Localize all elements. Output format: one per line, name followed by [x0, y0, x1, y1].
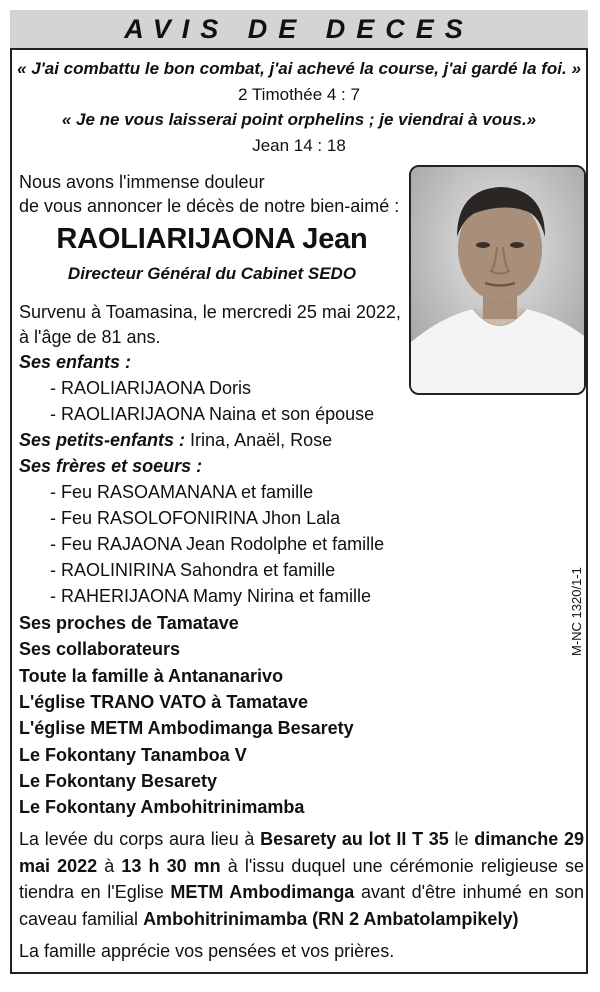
mourner-item: Le Fokontany Ambohitrinimamba [19, 797, 305, 817]
siblings-label: Ses frères et soeurs : [19, 456, 203, 476]
sibling-item: - Feu RASOLOFONIRINA Jhon Lala [50, 508, 341, 528]
mourner-item: Ses collaborateurs [19, 639, 181, 659]
death-info-line-1: Survenu à Toamasina, le mercredi 25 mai 2022, [19, 302, 401, 322]
sibling-item: - Feu RAJAONA Jean Rodolphe et famille [50, 534, 385, 554]
closing-line: La famille apprécie vos pensées et vos prières. [19, 941, 395, 961]
child-item: - RAOLIARIJAONA Naina et son épouse [50, 404, 375, 424]
mourner-item: L'église TRANO VATO à Tamatave [19, 692, 309, 712]
bible-quote-1: « J'ai combattu le bon combat, j'ai achevé la course, j'ai gardé la foi. » [17, 59, 581, 78]
bible-reference-1: 2 Timothée 4 : 7 [238, 85, 360, 104]
mourner-item: Le Fokontany Tanamboa V [19, 745, 247, 765]
header-banner [10, 10, 588, 50]
child-item: - RAOLIARIJAONA Doris [50, 378, 252, 398]
children-label: Ses enfants : [19, 352, 132, 372]
portrait-illustration [411, 167, 586, 395]
grandchildren-names: Irina, Anaël, Rose [185, 430, 333, 450]
sibling-item: - Feu RASOAMANANA et famille [50, 482, 314, 502]
mourner-item: Toute la famille à Antananarivo [19, 666, 284, 686]
grandchildren-label: Ses petits-enfants : [19, 430, 186, 450]
bible-quote-2: « Je ne vous laisserai point orphelins ; je viendrai à vous.» [61, 110, 537, 129]
mourner-item: Le Fokontany Besarety [19, 771, 218, 791]
death-info-line-2: à l'âge de 81 ans. [19, 327, 161, 347]
sibling-item: - RAOLINIRINA Sahondra et famille [50, 560, 336, 580]
intro-line-1: Nous avons l'immense douleur [19, 172, 265, 192]
ceremony-paragraph: La levée du corps aura lieu à Besarety au lot II T 35 le dimanche 29 mai 2022 à 13 h 30 mn à l'issu duquel une cérémonie religieuse se tiendra en l'Eglise METM Ambodimanga avant d'être inhumé en son caveau familial Ambohitrinimamba (RN 2 Ambatolampikely) [19, 829, 585, 929]
notice-title: AVIS DE DECES [124, 13, 474, 44]
deceased-name: RAOLIARIJAONA Jean [56, 223, 368, 255]
bible-reference-2: Jean 14 : 18 [252, 136, 346, 155]
grandchildren-line [19, 429, 332, 451]
deceased-photo [409, 165, 586, 395]
mourner-item: Ses proches de Tamatave [19, 613, 239, 633]
deceased-title: Directeur Général du Cabinet SEDO [67, 264, 357, 283]
reference-code: M-NC 1320/1-1 [569, 567, 584, 656]
intro-line-2: de vous annoncer le décès de notre bien-aimé : [19, 196, 400, 216]
mourner-item: L'église METM Ambodimanga Besarety [19, 718, 354, 738]
sibling-item: - RAHERIJAONA Mamy Nirina et famille [50, 586, 372, 606]
